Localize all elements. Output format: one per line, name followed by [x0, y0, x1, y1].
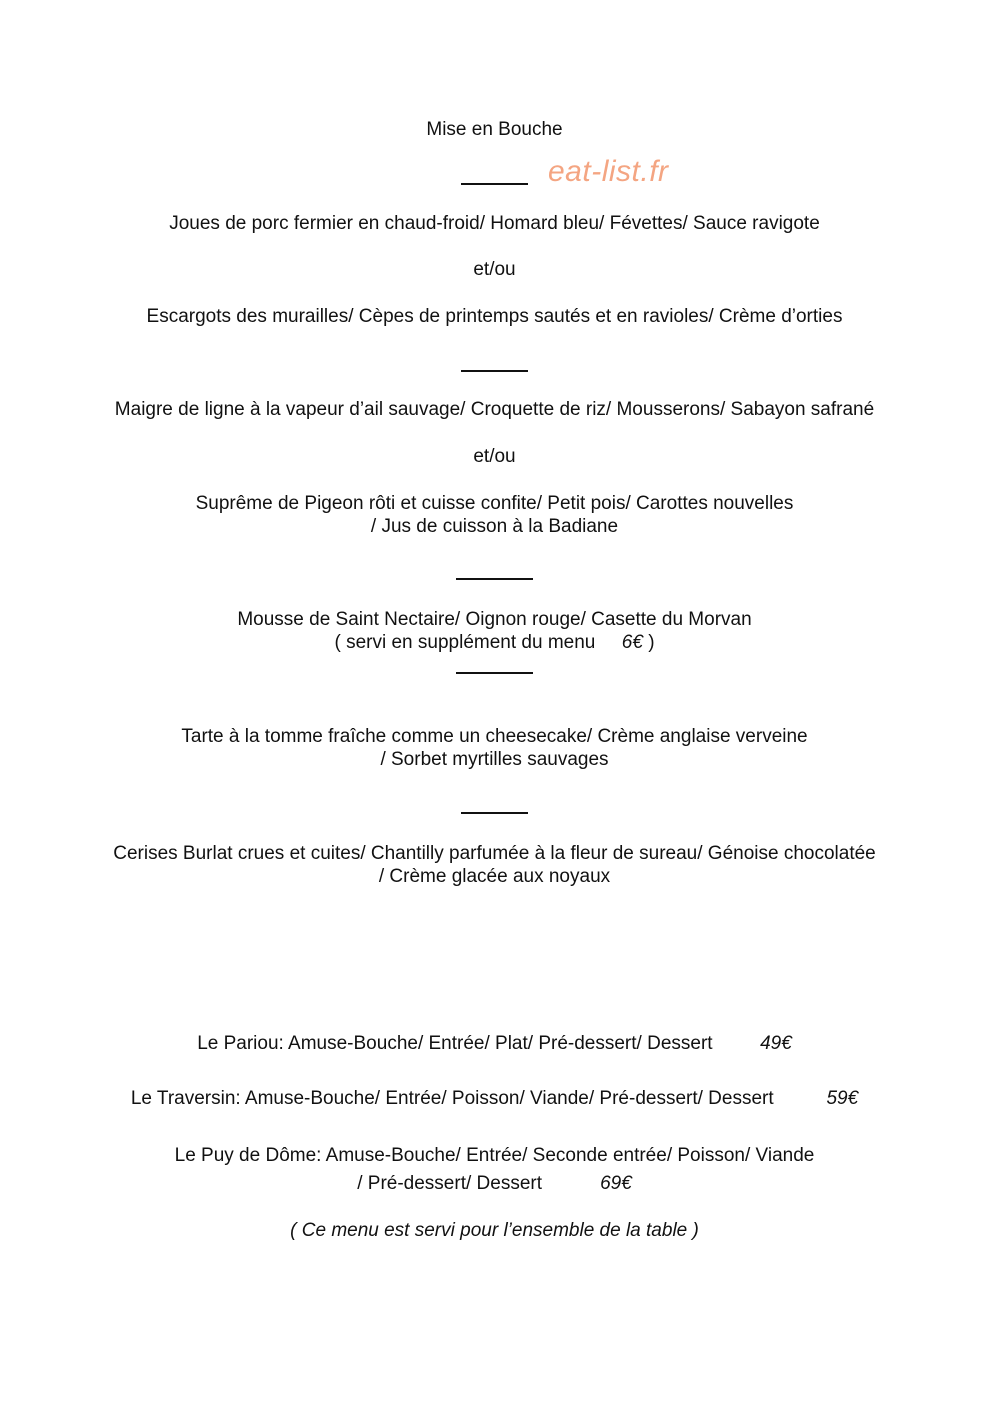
mise-en-bouche-heading: Mise en Bouche — [426, 119, 563, 140]
starter-option-2: Escargots des murailles/ Cèpes de printemps sautés et en ravioles/ Crème d’orties — [146, 306, 843, 327]
supplement-close: ) — [648, 632, 655, 653]
predessert-line-1: Tarte à la tomme fraîche comme un cheesecake/ Crème anglaise verveine — [181, 726, 808, 747]
dessert-line-2: / Crème glacée aux noyaux — [378, 866, 611, 887]
formula-puy-line-2 — [0, 1172, 989, 1195]
formula-traversin-price: 59€ — [826, 1088, 859, 1109]
formula-pariou-text: Le Pariou: Amuse-Bouche/ Entrée/ Plat/ Pré-dessert/ Dessert — [197, 1033, 713, 1054]
section-divider — [461, 812, 528, 814]
or-separator: et/ou — [473, 446, 516, 467]
predessert-line-2: / Sorbet myrtilles sauvages — [380, 749, 609, 770]
table-note: ( Ce menu est servi pour l’ensemble de la table ) — [290, 1220, 699, 1241]
fish-course: Maigre de ligne à la vapeur d’ail sauvage/ Croquette de riz/ Mousserons/ Sabayon safrané — [114, 399, 875, 420]
supplement-price: 6€ — [621, 632, 643, 653]
or-separator: et/ou — [473, 259, 516, 280]
formula-puy-price: 69€ — [600, 1173, 632, 1194]
formula-traversin-text: Le Traversin: Amuse-Bouche/ Entrée/ Poisson/ Viande/ Pré-dessert/ Dessert — [130, 1088, 774, 1109]
formula-pariou — [0, 1032, 989, 1055]
eat-list-watermark: eat-list.fr — [548, 155, 669, 188]
supplement-text: ( servi en supplément du menu — [334, 632, 596, 653]
section-divider — [456, 578, 533, 580]
formula-traversin — [0, 1087, 989, 1110]
cheese-supplement-line — [0, 631, 989, 654]
section-divider — [461, 183, 528, 185]
formula-puy-text: / Pré-dessert/ Dessert — [357, 1173, 542, 1194]
formula-pariou-price: 49€ — [760, 1033, 792, 1054]
meat-course-line-2: / Jus de cuisson à la Badiane — [370, 516, 619, 537]
section-divider — [461, 370, 528, 372]
meat-course-line-1: Suprême de Pigeon rôti et cuisse confite/ Petit pois/ Carottes nouvelles — [195, 493, 794, 514]
cheese-course-line-1: Mousse de Saint Nectaire/ Oignon rouge/ Casette du Morvan — [237, 609, 752, 630]
dessert-line-1: Cerises Burlat crues et cuites/ Chantilly parfumée à la fleur de sureau/ Génoise chocolatée — [113, 843, 876, 864]
starter-option-1: Joues de porc fermier en chaud-froid/ Homard bleu/ Févettes/ Sauce ravigote — [169, 213, 820, 234]
section-divider — [456, 672, 533, 674]
formula-puy-line-1: Le Puy de Dôme: Amuse-Bouche/ Entrée/ Seconde entrée/ Poisson/ Viande — [174, 1145, 815, 1166]
